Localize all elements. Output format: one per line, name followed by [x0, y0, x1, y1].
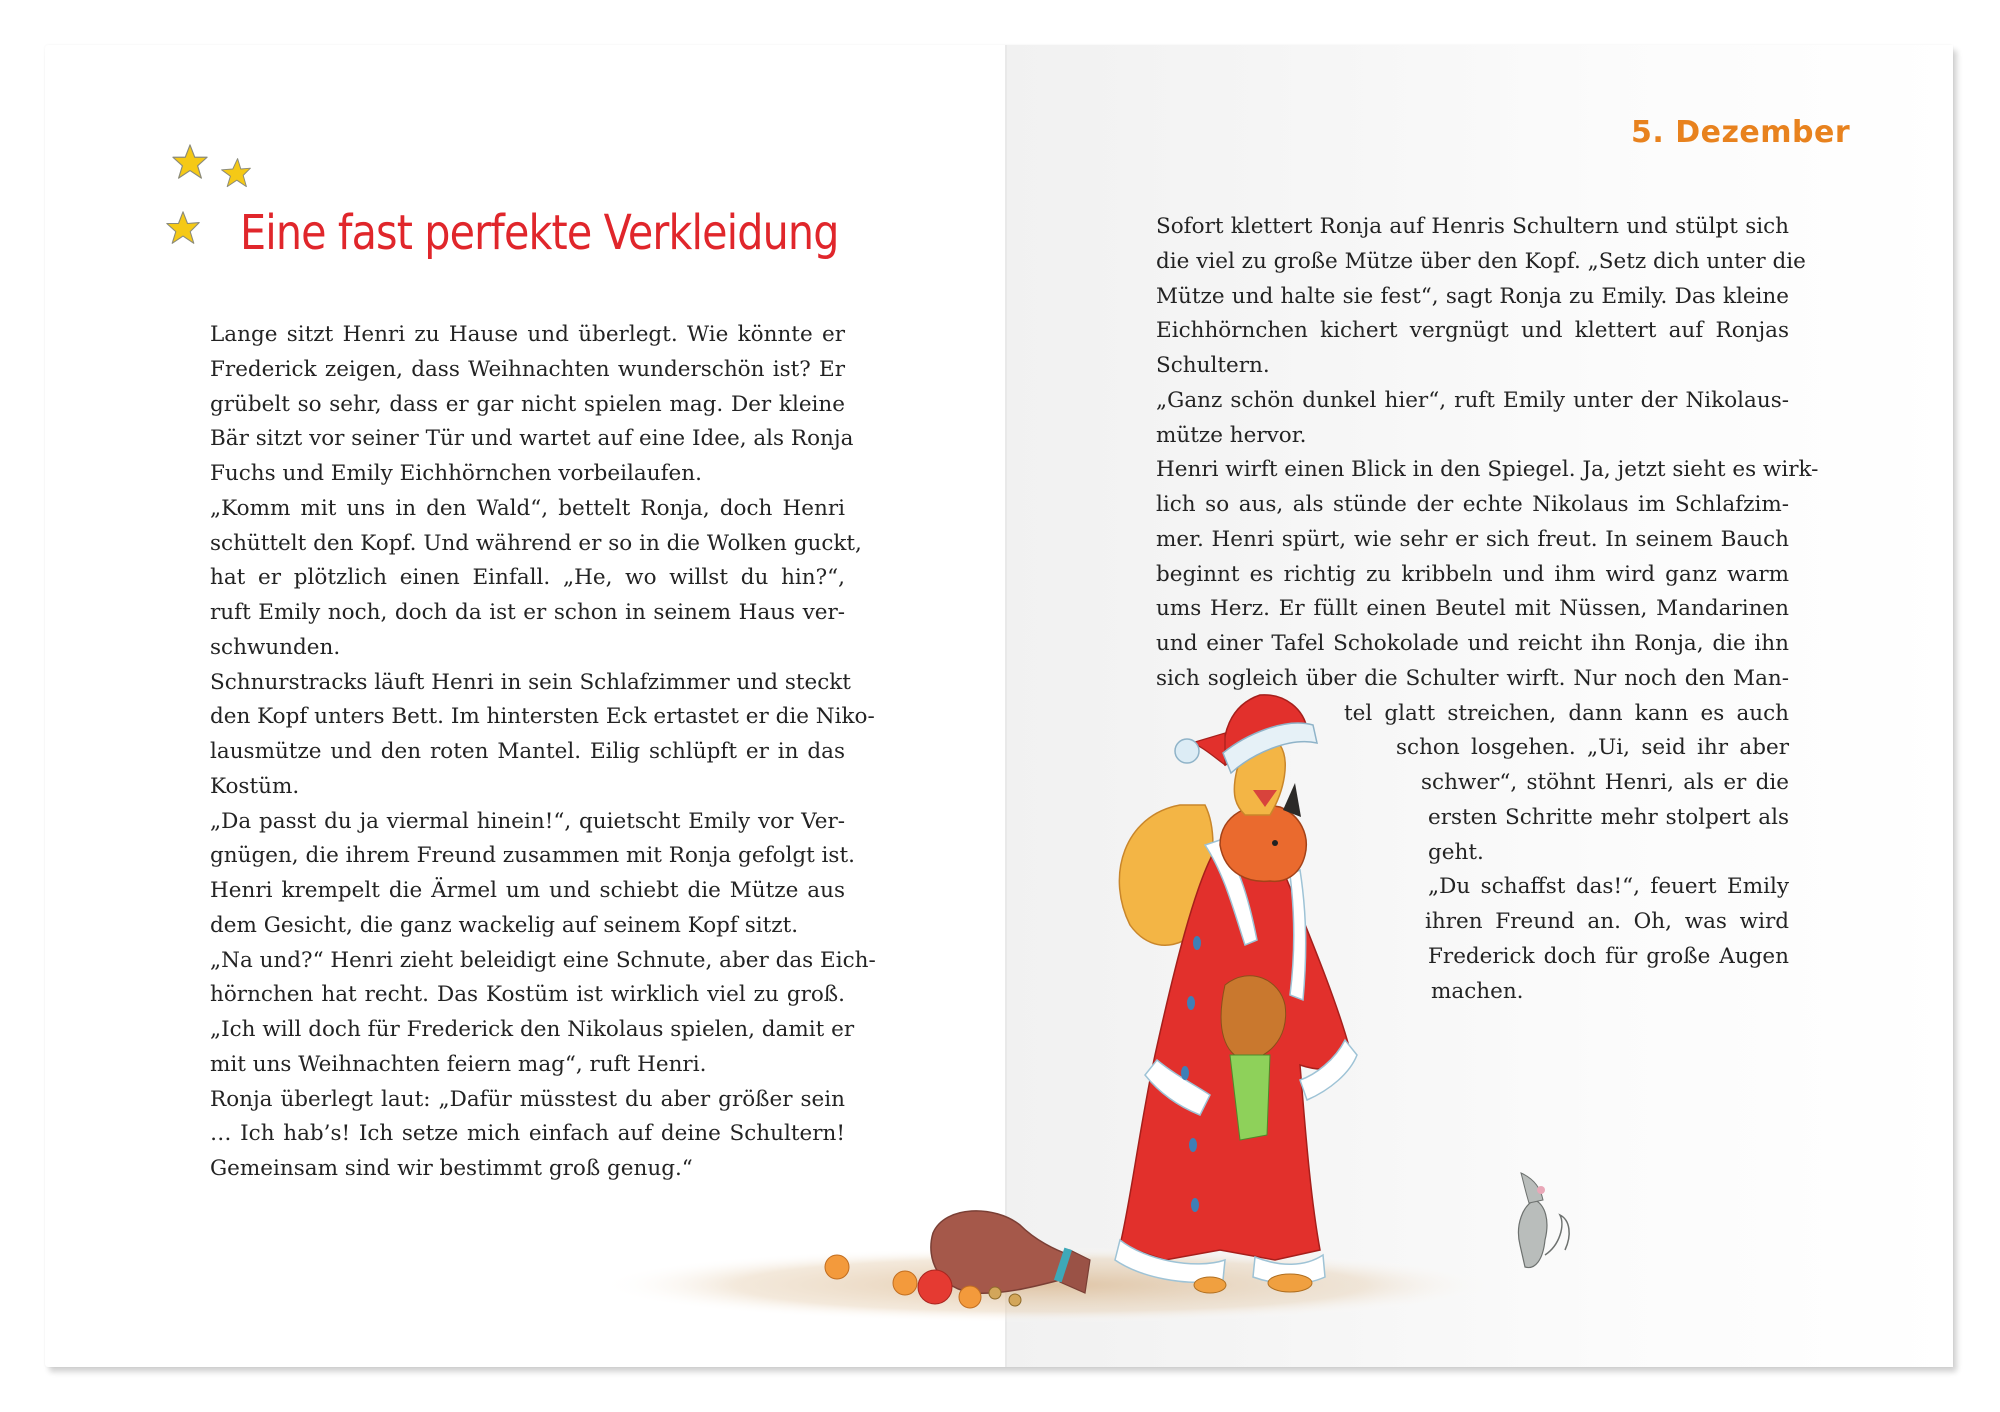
- text-line: ersten Schritte mehr stolpert als: [1428, 804, 1789, 830]
- text-line: sich sogleich über die Schulter wirft. Nur noch den Man-: [1156, 665, 1789, 691]
- text-line: mütze hervor.: [1156, 422, 1307, 448]
- text-line: Mütze und halte sie fest“, sagt Ronja zu Emily. Das kleine: [1156, 283, 1789, 309]
- text-line: hat er plötzlich einen Einfall. „He, wo willst du hin?“,: [210, 565, 845, 591]
- right-page-body: [1156, 210, 1819, 1009]
- text-line: „Da passt du ja viermal hinein!“, quietscht Emily vor Ver-: [210, 808, 845, 834]
- text-line: Kostüm.: [210, 773, 300, 799]
- text-line: ihren Freund an. Oh, was wird: [1425, 909, 1789, 934]
- text-line: „Ich will doch für Frederick den Nikolaus spielen, damit er: [210, 1017, 855, 1042]
- text-line: dem Gesicht, die ganz wackelig auf seinem Kopf sitzt.: [210, 912, 799, 938]
- text-line: ruft Emily noch, doch da ist er schon in seinem Haus ver-: [210, 600, 845, 625]
- text-line: Frederick zeigen, dass Weihnachten wunderschön ist? Er: [210, 356, 845, 382]
- text-line: Henri wirft einen Blick in den Spiegel. Ja, jetzt sieht es wirk-: [1156, 457, 1819, 483]
- text-line: Bär sitzt vor seiner Tür und wartet auf eine Idee, als Ronja: [210, 426, 854, 452]
- text-line: „Du schaffst das!“, feuert Emily: [1428, 874, 1789, 900]
- page-gutter: [1005, 45, 1007, 1367]
- text-line: lich so aus, als stünde der echte Nikolaus im Schlafzim-: [1156, 492, 1789, 517]
- text-line: mer. Henri spürt, wie sehr er sich freut. In seinem Bauch: [1156, 526, 1789, 552]
- text-line: … Ich hab’s! Ich setze mich einfach auf deine Schultern!: [210, 1121, 845, 1147]
- text-line: Frederick doch für große Augen: [1428, 943, 1789, 969]
- text-line: Lange sitzt Henri zu Hause und überlegt. Wie könnte er: [210, 322, 845, 347]
- text-line: grübelt so sehr, dass er gar nicht spielen mag. Der kleine: [210, 391, 845, 417]
- text-line: Fuchs und Emily Eichhörnchen vorbeilaufen.: [210, 461, 702, 486]
- text-line: die viel zu große Mütze über den Kopf. „Setz dich unter die: [1156, 248, 1806, 274]
- text-line: Ronja überlegt laut: „Dafür müsstest du aber größer sein: [210, 1086, 845, 1112]
- mandarin-icon: [825, 1255, 849, 1279]
- text-line: und einer Tafel Schokolade und reicht ihn Ronja, die ihn: [1156, 631, 1789, 656]
- text-line: beginnt es richtig zu kribbeln und ihm wird ganz warm: [1156, 561, 1789, 587]
- text-line: den Kopf unters Bett. Im hintersten Eck ertastet er die Niko-: [210, 704, 875, 730]
- text-line: Eichhörnchen kichert vergnügt und klettert auf Ronjas: [1156, 318, 1789, 344]
- text-line: geht.: [1428, 839, 1484, 865]
- text-line: schon losgehen. „Ui, seid ihr aber: [1396, 735, 1789, 761]
- text-line: Schultern.: [1156, 353, 1270, 378]
- date-heading: 5. Dezember: [1631, 115, 1851, 150]
- apple-icon: [918, 1270, 952, 1304]
- text-line: „Ganz schön dunkel hier“, ruft Emily unter der Nikolaus-: [1156, 387, 1789, 413]
- story-title: Eine fast perfekte Verkleidung: [240, 205, 839, 261]
- text-line: „Komm mit uns in den Wald“, bettelt Ronja, doch Henri: [210, 495, 845, 521]
- star-icon: [220, 157, 252, 189]
- text-line: ums Herz. Er füllt einen Beutel mit Nüssen, Mandarinen: [1156, 596, 1789, 622]
- book-spread: [45, 45, 1953, 1367]
- text-line: tel glatt streichen, dann kann es auch: [1344, 700, 1789, 726]
- mandarin-icon: [959, 1286, 981, 1308]
- text-line: Sofort klettert Ronja auf Henris Schultern und stülpt sich: [1156, 214, 1789, 239]
- text-line: Schnurstracks läuft Henri in sein Schlafzimmer und steckt: [210, 669, 851, 695]
- text-line: hörnchen hat recht. Das Kostüm ist wirklich viel zu groß.: [210, 982, 845, 1008]
- text-line: machen.: [1431, 978, 1524, 1004]
- text-line: Henri krempelt die Ärmel um und schiebt die Mütze aus: [210, 878, 845, 903]
- text-line: „Na und?“ Henri zieht beleidigt eine Schnute, aber das Eich-: [210, 947, 876, 973]
- text-line: Gemeinsam sind wir bestimmt groß genug.“: [210, 1156, 693, 1181]
- nut-icon: [989, 1287, 1001, 1299]
- left-page-body: [210, 318, 876, 1187]
- text-line: mit uns Weihnachten feiern mag“, ruft Henri.: [210, 1051, 707, 1077]
- text-line: lausmütze und den roten Mantel. Eilig schlüpft er in das: [210, 739, 845, 764]
- star-icon: [165, 210, 201, 246]
- text-line: gnügen, die ihrem Freund zusammen mit Ronja gefolgt ist.: [210, 843, 855, 869]
- text-line: schwunden.: [210, 634, 341, 660]
- mandarin-icon: [893, 1271, 917, 1295]
- text-line: schwer“, stöhnt Henri, als er die: [1421, 770, 1789, 795]
- text-line: schüttelt den Kopf. Und während er so in die Wolken guckt,: [210, 530, 862, 556]
- star-icon: [171, 143, 209, 181]
